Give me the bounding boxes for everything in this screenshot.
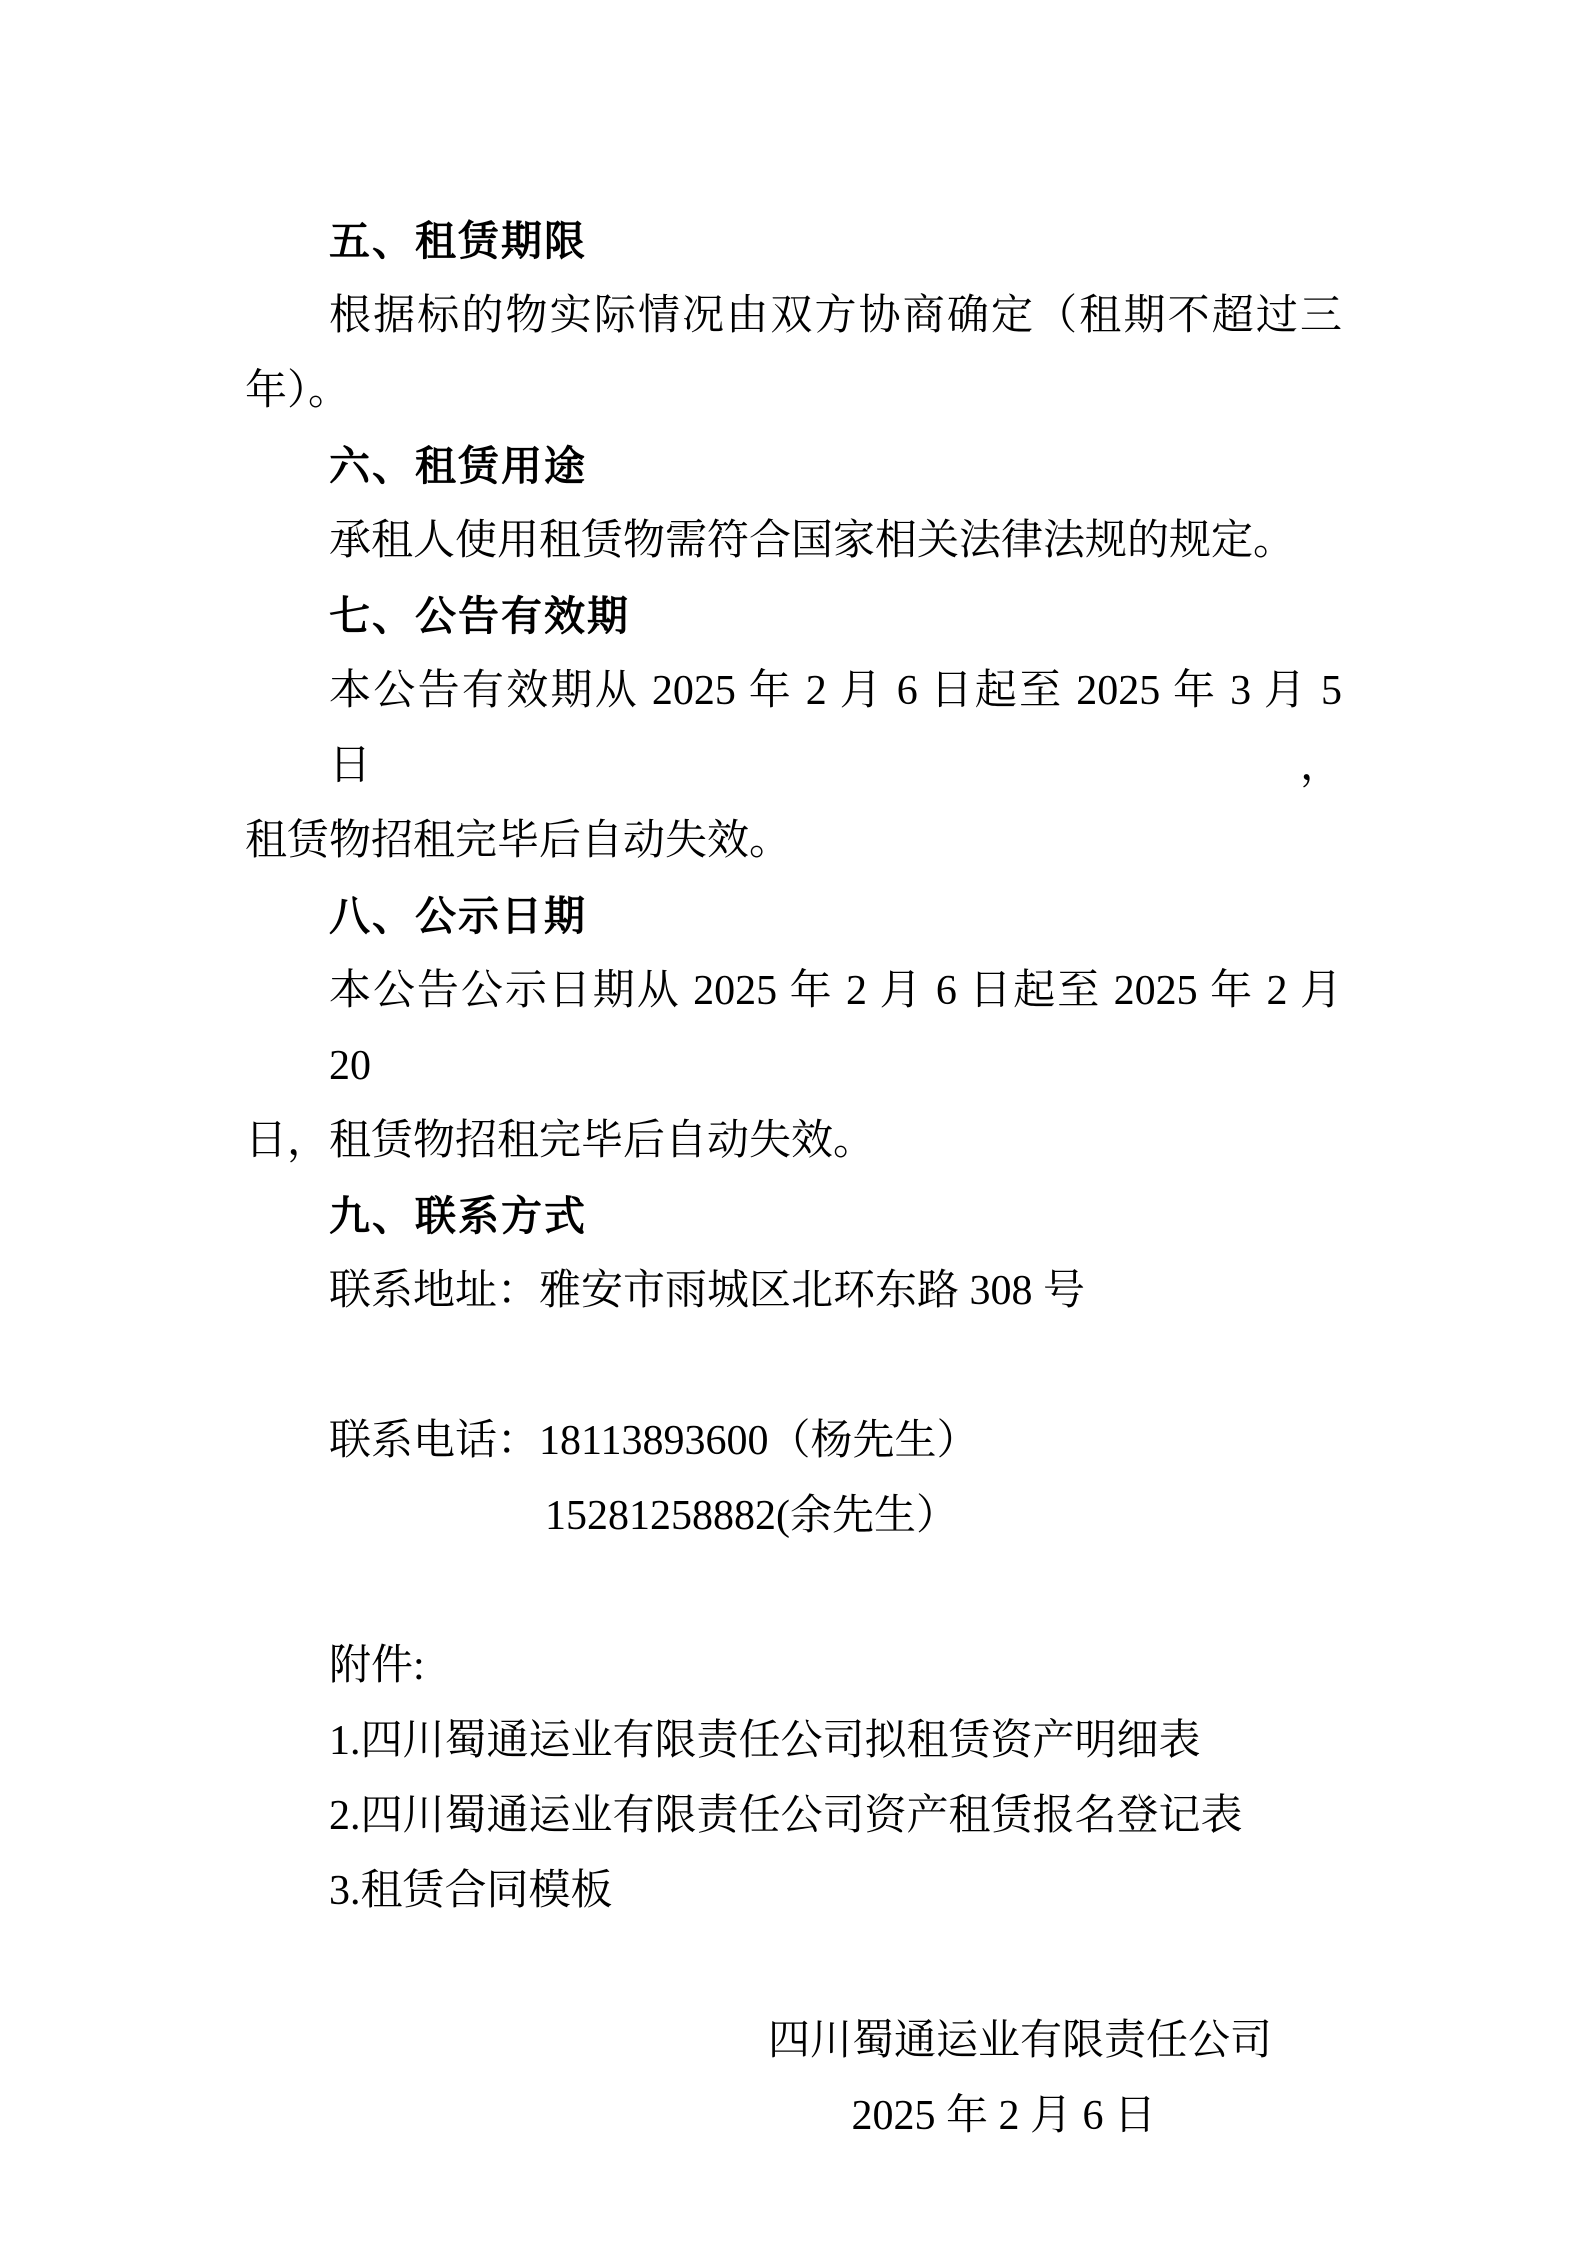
section-8-heading: 八、公示日期 — [329, 893, 587, 939]
section-5-body-line-1: 根据标的物实际情况由双方协商确定（租期不超过三 — [329, 293, 1342, 339]
contact-address: 联系地址：雅安市雨城区北环东路 308 号 — [329, 1268, 1086, 1314]
section-5-heading: 五、租赁期限 — [329, 218, 587, 264]
attachment-item-2: 2.四川蜀通运业有限责任公司资产租赁报名登记表 — [329, 1793, 1243, 1839]
contact-phone-2: 15281258882(余先生） — [545, 1493, 958, 1539]
contact-phone-1: 联系电话：18113893600（杨先生） — [329, 1418, 979, 1464]
document-content — [245, 204, 1342, 2154]
section-6-body-line-1: 承租人使用租赁物需符合国家相关法律法规的规定。 — [329, 518, 1296, 564]
blank-line — [245, 1929, 1342, 2004]
section-6-heading: 六、租赁用途 — [329, 443, 587, 489]
section-9-heading: 九、联系方式 — [329, 1193, 587, 1239]
blank-line — [245, 1329, 1342, 1404]
section-5-body-line-2: 年）。 — [245, 368, 351, 414]
signature-company: 四川蜀通运业有限责任公司 — [767, 2018, 1272, 2064]
section-7-body-line-1: 本公告有效期从 2025 年 2 月 6 日起至 2025 年 3 月 5 日， — [329, 668, 1342, 789]
section-7-heading: 七、公告有效期 — [329, 593, 630, 639]
attachments-label: 附件: — [329, 1643, 425, 1689]
signature-date: 2025 年 2 月 6 日 — [851, 2093, 1156, 2139]
section-8-body-line-1: 本公告公示日期从 2025 年 2 月 6 日起至 2025 年 2 月 20 — [329, 968, 1342, 1089]
section-7-body-line-2: 租赁物招租完毕后自动失效。 — [245, 818, 792, 864]
section-8-body-line-2: 日，租赁物招租完毕后自动失效。 — [245, 1118, 876, 1164]
blank-line — [245, 1554, 1342, 1629]
attachment-item-1: 1.四川蜀通运业有限责任公司拟租赁资产明细表 — [329, 1718, 1201, 1764]
attachment-item-3: 3.租赁合同模板 — [329, 1868, 613, 1914]
